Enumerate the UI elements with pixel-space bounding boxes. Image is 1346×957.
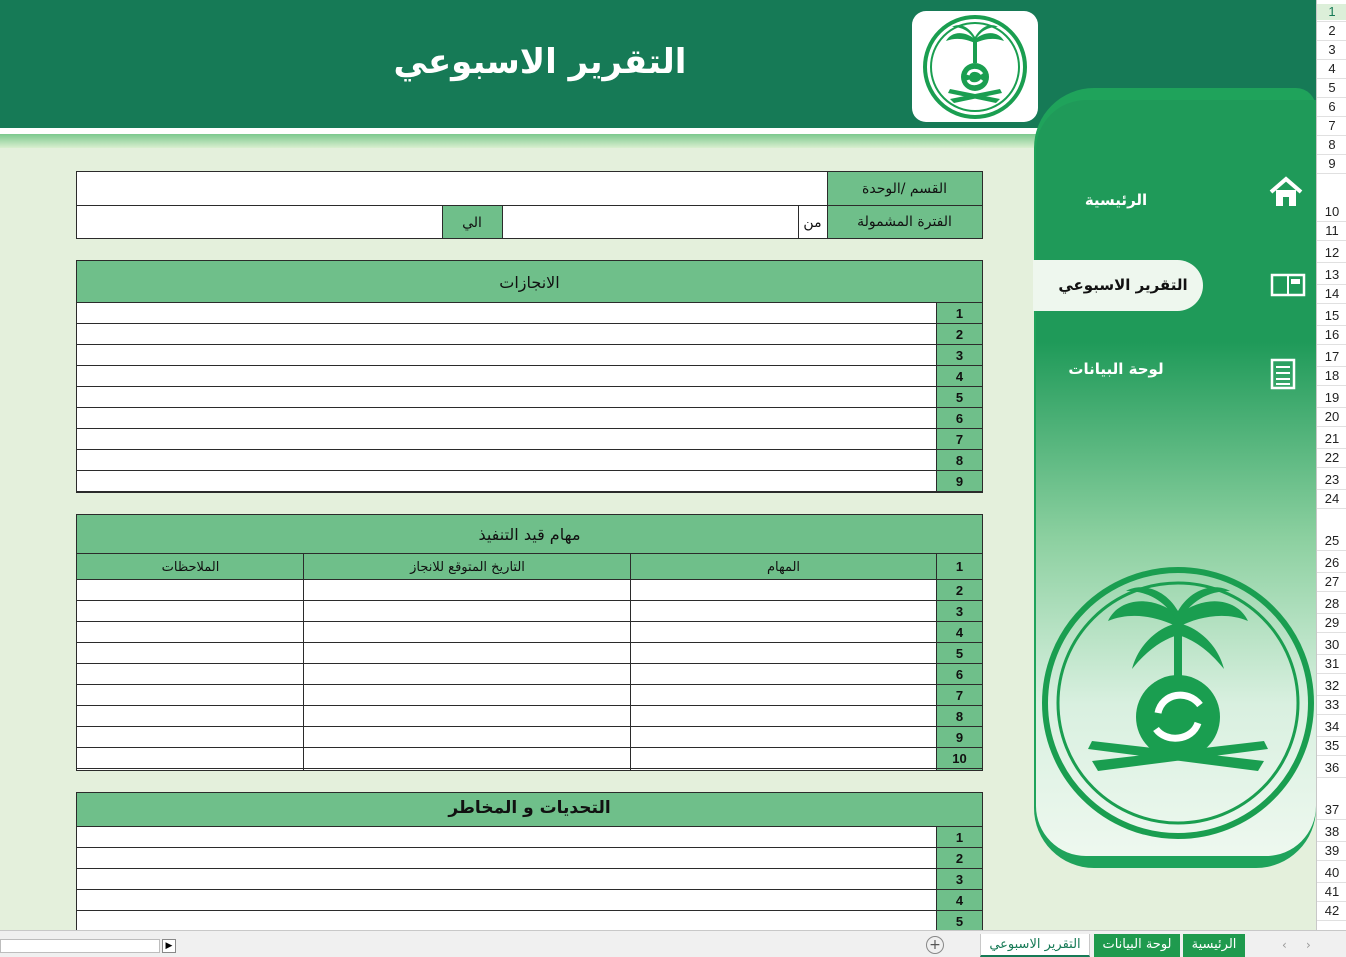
row-header[interactable]: 30 [1324, 637, 1340, 652]
table-row[interactable] [77, 911, 937, 931]
table-row[interactable] [77, 324, 937, 344]
table-row[interactable] [77, 869, 937, 889]
book-icon [1270, 272, 1306, 298]
row-header[interactable]: 8 [1328, 137, 1336, 152]
from-label: من [803, 215, 822, 231]
row-header-divider [1317, 841, 1346, 842]
horizontal-scrollbar[interactable] [0, 939, 160, 953]
table-row[interactable] [77, 827, 937, 847]
row-header[interactable]: 7 [1328, 118, 1336, 133]
row-number: 4 [955, 893, 964, 908]
ministry-logo-icon [912, 11, 1038, 122]
row-header-divider [1317, 736, 1346, 737]
row-header-divider [1317, 154, 1346, 155]
row-number: 2 [955, 327, 964, 342]
row-header[interactable]: 1 [1317, 4, 1346, 20]
period-label: الفترة المشمولة [857, 214, 952, 230]
row-header-divider [1317, 59, 1346, 60]
table-row[interactable] [77, 387, 937, 407]
logo [912, 11, 1038, 122]
row-number: 2 [955, 583, 964, 598]
dept-input[interactable] [78, 173, 826, 204]
table-row[interactable] [77, 727, 937, 747]
tab-home[interactable]: الرئيسية [1183, 934, 1245, 957]
row-header[interactable]: 12 [1324, 245, 1340, 260]
row-number: 3 [955, 872, 964, 887]
from-date-input[interactable] [502, 206, 798, 238]
row-number: 7 [955, 432, 964, 447]
row-header[interactable]: 38 [1324, 824, 1340, 839]
col-tasks: المهام [766, 560, 801, 575]
row-header[interactable]: 29 [1324, 615, 1340, 630]
sidebar-item-dashboard[interactable] [1036, 350, 1316, 400]
row-header-divider [1317, 240, 1346, 241]
row-header-divider [1317, 262, 1346, 263]
list-icon [1270, 358, 1296, 390]
row-headers [1316, 0, 1346, 930]
dept-label: القسم /الوحدة [862, 181, 947, 197]
table-row[interactable] [77, 890, 937, 910]
risks-title: التحديات و المخاطر [448, 798, 611, 818]
table-row[interactable] [77, 748, 937, 768]
table-row[interactable] [77, 706, 937, 726]
row-header-divider [1317, 97, 1346, 98]
table-row[interactable] [77, 345, 937, 365]
row-number: 8 [955, 709, 964, 724]
row-number: 8 [955, 453, 964, 468]
row-number: 3 [955, 348, 964, 363]
row-header-divider [1317, 448, 1346, 449]
col-notes: الملاحظات [161, 560, 220, 575]
row-header-divider [1317, 920, 1346, 921]
row-header-divider [1317, 489, 1346, 490]
achievements-title: الانجازات [499, 273, 560, 292]
row-header[interactable]: 19 [1324, 390, 1340, 405]
row-header-divider [1317, 21, 1346, 22]
row-header[interactable]: 20 [1324, 409, 1340, 424]
to-label: الي [462, 215, 482, 231]
row-header-divider [1317, 116, 1346, 117]
table-row[interactable] [77, 366, 937, 386]
table-row[interactable] [77, 450, 937, 470]
row-header[interactable]: 4 [1328, 61, 1336, 76]
prev-sheet-icon[interactable]: ‹ [1282, 938, 1287, 952]
row-header-divider [1317, 173, 1346, 174]
row-header[interactable]: 5 [1328, 80, 1336, 95]
row-number: 2 [955, 851, 964, 866]
row-header[interactable]: 39 [1324, 843, 1340, 858]
table-row[interactable] [77, 580, 937, 600]
row-header-divider [1317, 860, 1346, 861]
row-header-divider [1317, 572, 1346, 573]
row-header[interactable]: 15 [1324, 308, 1340, 323]
row-divider [77, 491, 982, 492]
row-header-divider [1317, 508, 1346, 509]
row-header[interactable]: 36 [1324, 760, 1340, 775]
row-header[interactable]: 34 [1324, 719, 1340, 734]
row-header[interactable]: 28 [1324, 596, 1340, 611]
table-row[interactable] [77, 471, 937, 491]
row-header-divider [1317, 284, 1346, 285]
row-header-divider [1317, 385, 1346, 386]
row-number: 3 [955, 604, 964, 619]
row-header-divider [1317, 344, 1346, 345]
tab-dashboard[interactable]: لوحة البيانات [1094, 934, 1180, 957]
row-number: 1 [955, 306, 964, 321]
row-header-divider [1317, 467, 1346, 468]
row-header[interactable]: 23 [1324, 472, 1340, 487]
ministry-emblem-icon [1040, 565, 1316, 841]
row-header-divider [1317, 221, 1346, 222]
row-number: 6 [955, 411, 964, 426]
row-number: 7 [955, 688, 964, 703]
row-header[interactable]: 42 [1324, 903, 1340, 918]
row-header[interactable]: 17 [1324, 349, 1340, 364]
scroll-right-icon[interactable]: ▶ [162, 939, 176, 953]
tasks-title: مهام قيد التنفيذ [478, 525, 581, 544]
row-header[interactable]: 33 [1324, 697, 1340, 712]
table-row[interactable] [77, 643, 937, 663]
table-row[interactable] [77, 303, 937, 323]
row-header[interactable]: 26 [1324, 555, 1340, 570]
row-header-divider [1317, 882, 1346, 883]
row-header[interactable]: 24 [1324, 491, 1340, 506]
row-header[interactable]: 13 [1324, 267, 1340, 282]
row-header-divider [1317, 777, 1346, 778]
row-header[interactable]: 41 [1324, 884, 1340, 899]
table-row[interactable] [77, 848, 937, 868]
row-header[interactable]: 21 [1324, 431, 1340, 446]
row-header[interactable]: 18 [1324, 368, 1340, 383]
row-number: 4 [955, 369, 964, 384]
row-header[interactable]: 22 [1324, 450, 1340, 465]
row-number: 5 [955, 646, 964, 661]
table-row[interactable] [77, 664, 937, 684]
table-row[interactable] [77, 408, 937, 428]
row-header[interactable]: 11 [1325, 223, 1339, 238]
row-header[interactable]: 25 [1324, 533, 1340, 548]
home-icon [1268, 175, 1304, 209]
row-header[interactable]: 40 [1324, 865, 1340, 880]
row-header[interactable]: 10 [1324, 204, 1340, 219]
row-number: 5 [955, 914, 964, 929]
row-header[interactable]: 32 [1324, 678, 1340, 693]
row-header[interactable]: 31 [1324, 656, 1340, 671]
row-header[interactable]: 3 [1328, 42, 1336, 57]
to-date-input[interactable] [78, 207, 441, 237]
row-header-divider [1317, 673, 1346, 674]
row-number: 1 [955, 830, 964, 845]
row-divider [77, 768, 982, 769]
row-header[interactable]: 35 [1324, 738, 1340, 753]
row-header-divider [1317, 591, 1346, 592]
row-header-divider [1317, 654, 1346, 655]
row-header[interactable]: 27 [1324, 574, 1340, 589]
sidebar-item-label: لوحة البيانات [1068, 360, 1164, 378]
row-number: 5 [955, 390, 964, 405]
row-header[interactable]: 6 [1328, 99, 1336, 114]
col-date: التاريخ المتوقع للانجاز [410, 560, 525, 575]
row-header-divider [1317, 819, 1346, 820]
table-row[interactable] [77, 601, 937, 621]
tab-weekly[interactable]: التقرير الاسبوعي [980, 934, 1090, 957]
row-header-divider [1317, 755, 1346, 756]
page-title: التقرير الاسبوعي [393, 42, 687, 82]
row-header-divider [1317, 613, 1346, 614]
row-header-divider [1317, 695, 1346, 696]
row-header-divider [1317, 407, 1346, 408]
row-header-divider [1317, 366, 1346, 367]
row-header[interactable]: 37 [1324, 802, 1340, 817]
table-row[interactable] [77, 622, 937, 642]
sidebar-item-label: التقرير الاسبوعي [1058, 276, 1188, 294]
row-header-divider [1317, 78, 1346, 79]
sidebar-item-home[interactable] [1036, 175, 1316, 225]
row-number: 1 [955, 559, 964, 574]
row-number: 4 [955, 625, 964, 640]
row-header-divider [1317, 714, 1346, 715]
row-header[interactable]: 9 [1328, 156, 1336, 171]
row-header-divider [1317, 135, 1346, 136]
row-number: 10 [952, 751, 967, 766]
sidebar-item-label: الرئيسية [1084, 191, 1148, 209]
row-header-divider [1317, 303, 1346, 304]
row-header-divider [1317, 550, 1346, 551]
row-header-divider [1317, 325, 1346, 326]
row-number: 9 [955, 730, 964, 745]
row-header-divider [1317, 901, 1346, 902]
add-sheet-icon[interactable]: + [926, 936, 944, 954]
sidebar-item-weekly[interactable] [1033, 260, 1203, 311]
table-row[interactable] [77, 685, 937, 705]
row-header-divider [1317, 426, 1346, 427]
row-header-divider [1317, 40, 1346, 41]
row-header-divider [1317, 632, 1346, 633]
row-number: 6 [955, 667, 964, 682]
row-header[interactable]: 2 [1328, 23, 1336, 38]
row-header[interactable]: 16 [1324, 327, 1340, 342]
row-header[interactable]: 14 [1324, 286, 1340, 301]
row-number: 9 [955, 474, 964, 489]
table-row[interactable] [77, 429, 937, 449]
next-sheet-icon[interactable]: › [1306, 938, 1311, 952]
